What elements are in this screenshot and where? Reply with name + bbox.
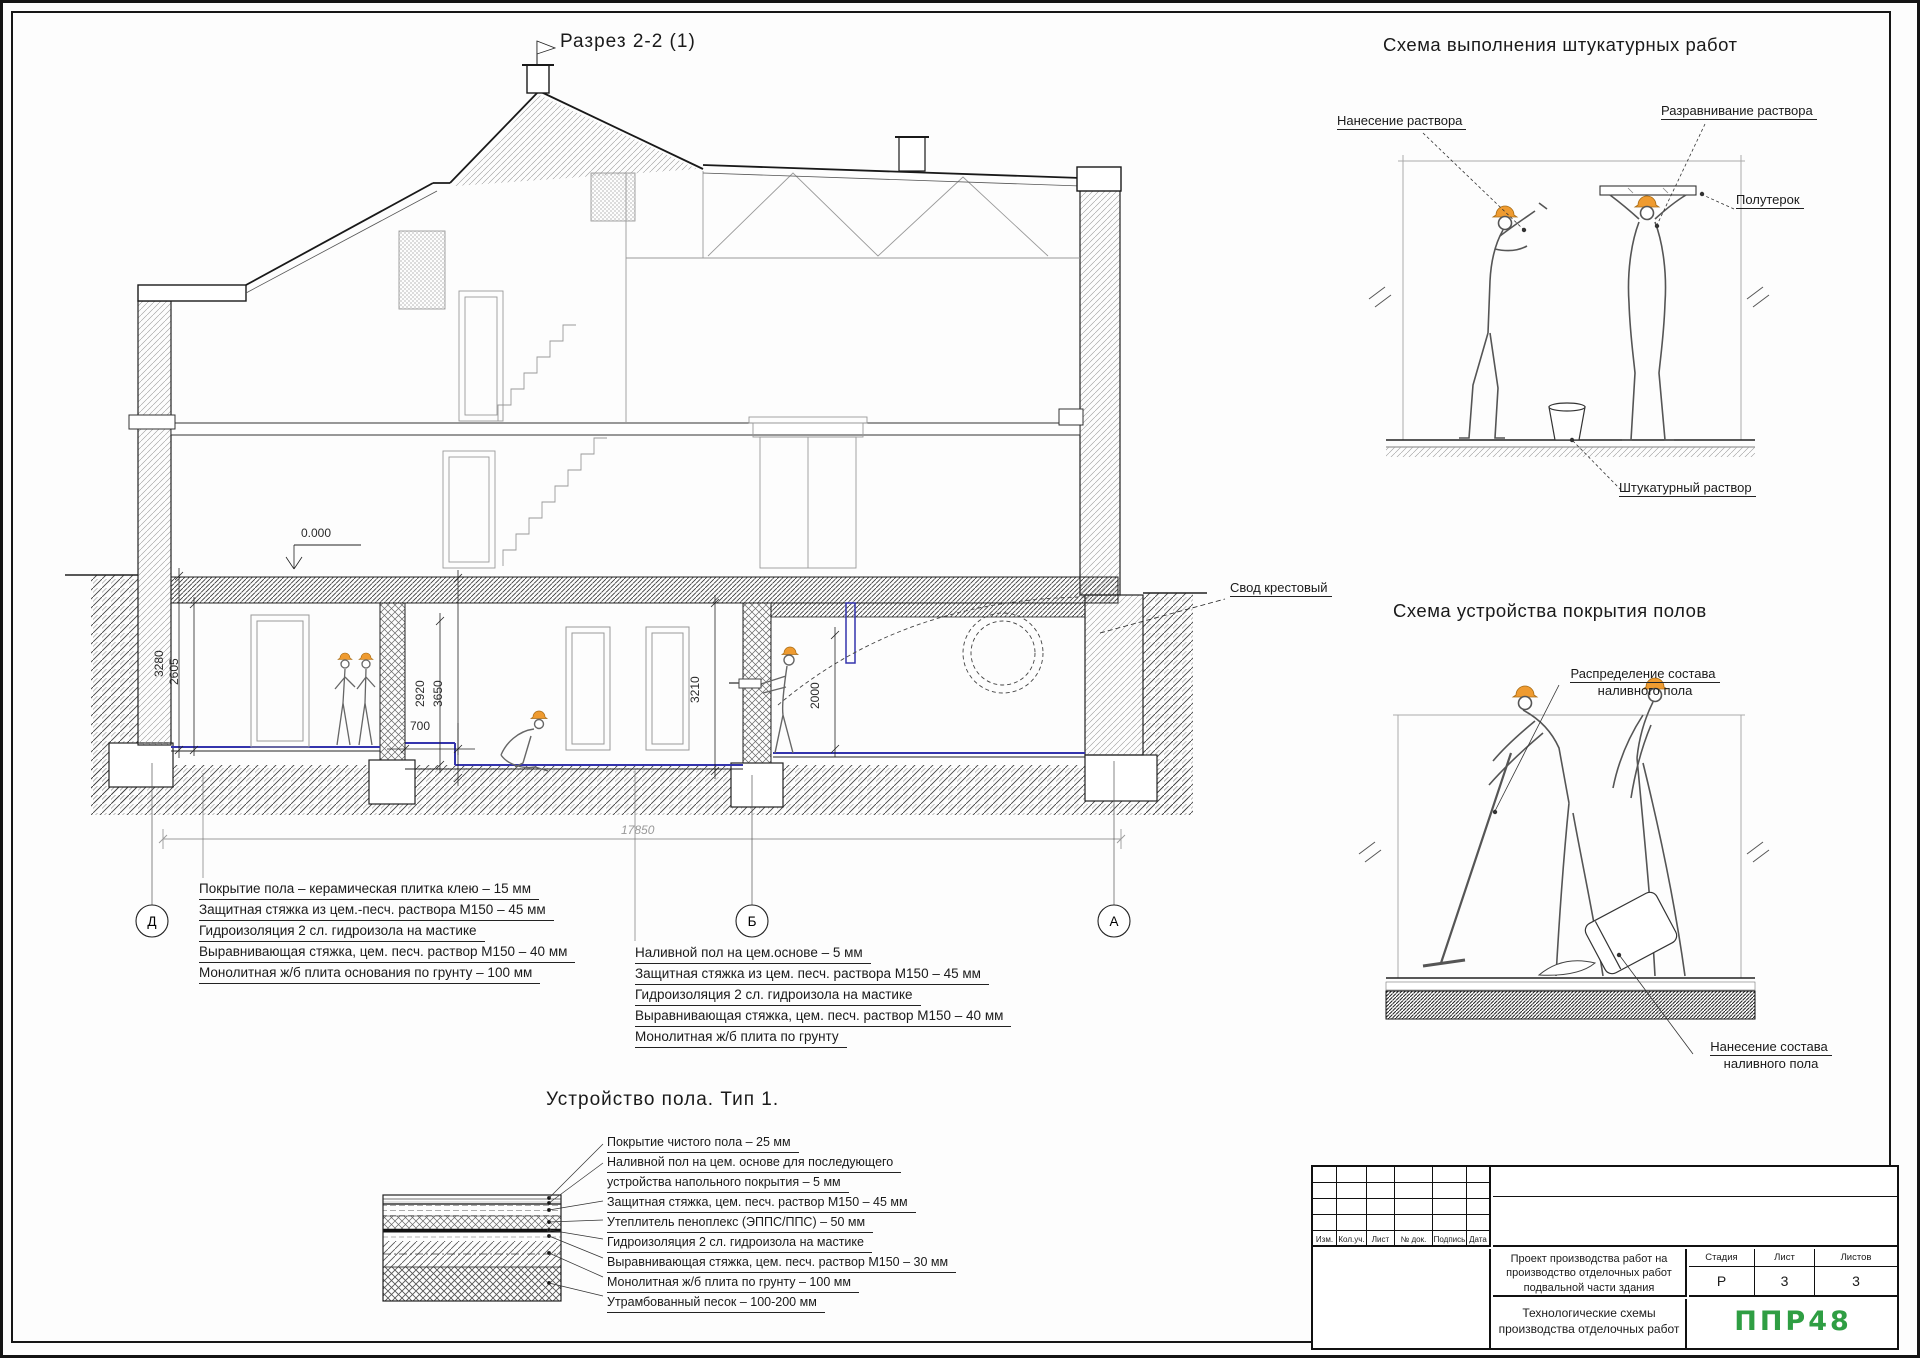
doc-name-cell xyxy=(1493,1299,1687,1348)
upper-interior xyxy=(399,171,1080,568)
axis-letter: А xyxy=(1109,914,1119,929)
plastering-scheme-drawing xyxy=(1369,124,1769,490)
float-tool-label: Полутерок xyxy=(1736,192,1804,209)
layer-row: устройства напольного покрытия – 5 мм xyxy=(607,1173,849,1193)
spread-label xyxy=(1555,666,1735,698)
building-section-drawing xyxy=(65,41,1225,941)
apply-mix-label xyxy=(1689,1039,1853,1071)
vault-label: Свод крестовый xyxy=(1230,580,1332,597)
layer-row: Монолитная ж/б плита по грунту – 100 мм xyxy=(607,1273,859,1293)
project-line: Проект производства работ на xyxy=(1510,1253,1668,1265)
col-doc: № док. xyxy=(1395,1231,1433,1247)
dim-3650: 3650 xyxy=(431,680,445,707)
title-block-empty-row1 xyxy=(1493,1167,1897,1197)
dim-700: 700 xyxy=(410,719,431,733)
floor-scheme-drawing xyxy=(1359,678,1769,1054)
col-list: Лист xyxy=(1367,1231,1395,1247)
apply-mix-label-line2: наливного пола xyxy=(1723,1056,1819,1071)
sheets-header: Листов xyxy=(1840,1252,1872,1263)
dim-2000: 2000 xyxy=(808,682,822,709)
dim-3280: 3280 xyxy=(152,650,166,677)
worker-leveling-plaster xyxy=(1600,186,1696,440)
worker-pair-left-room xyxy=(335,653,375,745)
floor-spec-list-left xyxy=(199,879,575,984)
dim-2920: 2920 xyxy=(413,680,427,707)
spread-label-line1: Распределение состава xyxy=(1570,666,1719,683)
project-line: производство отделочных работ xyxy=(1506,1267,1672,1280)
col-data: Дата xyxy=(1469,1234,1487,1244)
worker-spreading xyxy=(1423,686,1603,976)
company-logo-cell xyxy=(1689,1297,1897,1346)
plaster-floor-hatch xyxy=(1386,447,1755,457)
doc-line: Технологические схемы xyxy=(1522,1306,1656,1320)
floor-detail-drawing xyxy=(383,1144,603,1301)
plaster-walls xyxy=(1398,155,1745,440)
sheet-header: Лист xyxy=(1755,1249,1815,1266)
spec-row: Гидроизоляция 2 сл. гидроизола на мастике xyxy=(199,921,485,942)
layer-row: Покрытие чистого пола – 25 мм xyxy=(607,1133,799,1153)
section-title: Разрез 2-2 (1) xyxy=(560,31,696,52)
roof xyxy=(138,41,1121,301)
spec-row: Выравнивающая стяжка, цем. песч. раствор М150 – 40 мм xyxy=(199,942,575,963)
level-mark-label: 0.000 xyxy=(301,526,332,540)
dim-17850: 17850 xyxy=(621,823,655,837)
stage-header: Стадия xyxy=(1689,1249,1755,1266)
basement-floor-lines xyxy=(171,603,1085,769)
spec-row: Монолитная ж/б плита основания по грунту – 100 мм xyxy=(199,963,540,984)
sheet-value: 3 xyxy=(1755,1267,1815,1295)
layer-row: Гидроизоляция 2 сл. гидроизола на мастике xyxy=(607,1233,872,1253)
spec-row: Выравнивающая стяжка, цем. песч. раствор М150 – 40 мм xyxy=(635,1006,1011,1027)
ppr48-logo: ППР48 xyxy=(1734,1306,1852,1337)
spec-row: Защитная стяжка из цем.-песч. раствора М150 – 45 мм xyxy=(199,900,554,921)
plaster-scheme-title: Схема выполнения штукатурных работ xyxy=(1383,34,1738,55)
spread-label-line2: наливного пола xyxy=(1597,683,1693,698)
doc-line: производства отделочных работ xyxy=(1498,1321,1680,1336)
floor-slabs xyxy=(171,423,1118,617)
spec-row: Наливной пол на цем.основе – 5 мм xyxy=(635,943,871,964)
worker-applying-plaster xyxy=(1459,203,1547,438)
floor-scheme-walls xyxy=(1393,715,1745,978)
stage-value: Р xyxy=(1689,1267,1755,1295)
stage-table xyxy=(1689,1249,1897,1348)
col-izm: Изм. xyxy=(1313,1231,1337,1247)
basement-doors xyxy=(251,615,689,750)
title-block xyxy=(1311,1165,1899,1350)
dim-3210: 3210 xyxy=(688,676,702,703)
mortar-bucket xyxy=(1549,403,1585,440)
signature-zone xyxy=(1313,1249,1491,1348)
floor-spec-list-mid xyxy=(635,943,1011,1048)
apply-mix-label-line1: Нанесение состава xyxy=(1710,1039,1831,1056)
floor-scheme-title: Схема устройства покрытия полов xyxy=(1393,600,1707,621)
spec-row: Защитная стяжка из цем. песч. раствора М150 – 45 мм xyxy=(635,964,989,985)
poured-floor-band xyxy=(1386,991,1755,1019)
cut-walls xyxy=(138,190,1143,763)
layer-row: Защитная стяжка, цем. песч. раствор М150 – 45 мм xyxy=(607,1193,916,1213)
worker-kneeling xyxy=(501,711,548,771)
col-koluch: Кол.уч. xyxy=(1337,1231,1367,1247)
axis-letter: Б xyxy=(747,914,757,929)
level-mortar-label: Разравнивание раствора xyxy=(1661,103,1817,120)
layer-row: Утеплитель пеноплекс (ЭППС/ППС) – 50 мм xyxy=(607,1213,873,1233)
title-block-empty-row2 xyxy=(1493,1197,1897,1247)
floor-type-list xyxy=(607,1133,956,1313)
break-marks xyxy=(1369,287,1769,307)
axis-letter: Д xyxy=(147,914,157,929)
apply-mortar-label: Нанесение раствора xyxy=(1337,113,1466,130)
dim-2605: 2605 xyxy=(167,658,181,685)
spec-row: Гидроизоляция 2 сл. гидроизола на мастике xyxy=(635,985,921,1006)
layer-row: Наливной пол на цем. основе для последующего xyxy=(607,1153,901,1173)
layer-row: Выравнивающая стяжка, цем. песч. раствор М150 – 30 мм xyxy=(607,1253,956,1273)
col-podpis: Подпись xyxy=(1433,1231,1467,1247)
floor-type-title: Устройство пола. Тип 1. xyxy=(546,1089,780,1110)
spec-row: Монолитная ж/б плита по грунту xyxy=(635,1027,847,1048)
spec-row: Покрытие пола – керамическая плитка клею – 15 мм xyxy=(199,879,539,900)
mortar-label: Штукатурный раствор xyxy=(1619,480,1756,497)
revision-grid xyxy=(1313,1167,1491,1247)
sheets-value: 3 xyxy=(1852,1273,1860,1289)
project-name-cell xyxy=(1493,1249,1687,1297)
layer-row: Утрамбованный песок – 100-200 мм xyxy=(607,1293,825,1313)
worker-pouring xyxy=(1539,678,1685,977)
project-line: подвальной части здания xyxy=(1523,1281,1655,1294)
